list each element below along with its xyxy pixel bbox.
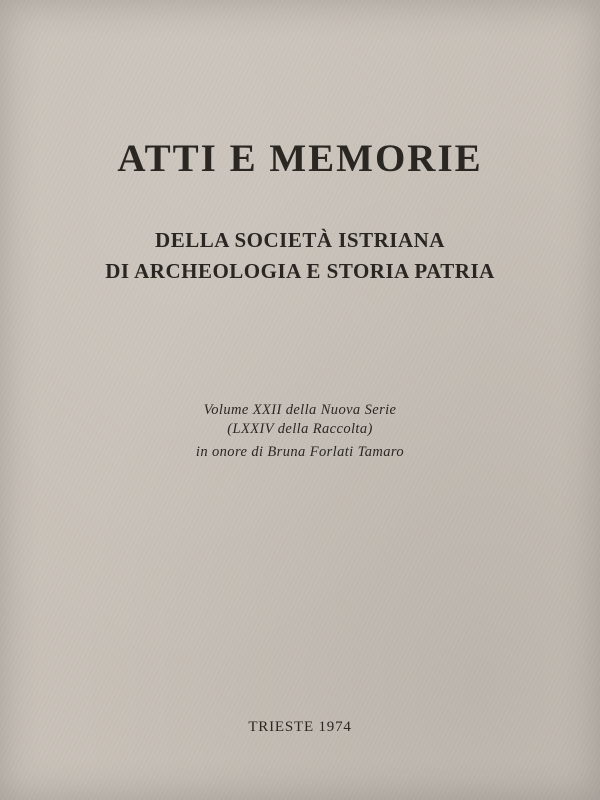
cover-subtitle-line-2: DI ARCHEOLOGIA E STORIA PATRIA: [105, 259, 495, 283]
cover-subtitle-line-1: DELLA SOCIETÀ ISTRIANA: [155, 228, 445, 252]
imprint-place-year: TRIESTE 1974: [248, 719, 352, 735]
cover-title: ATTI E MEMORIE: [117, 137, 483, 180]
dedication-line: in onore di Bruna Forlati Tamaro: [195, 444, 405, 460]
volume-series-line: Volume XXII della Nuova Serie: [203, 402, 397, 418]
collection-number-line: (LXXIV della Raccolta): [227, 421, 373, 437]
